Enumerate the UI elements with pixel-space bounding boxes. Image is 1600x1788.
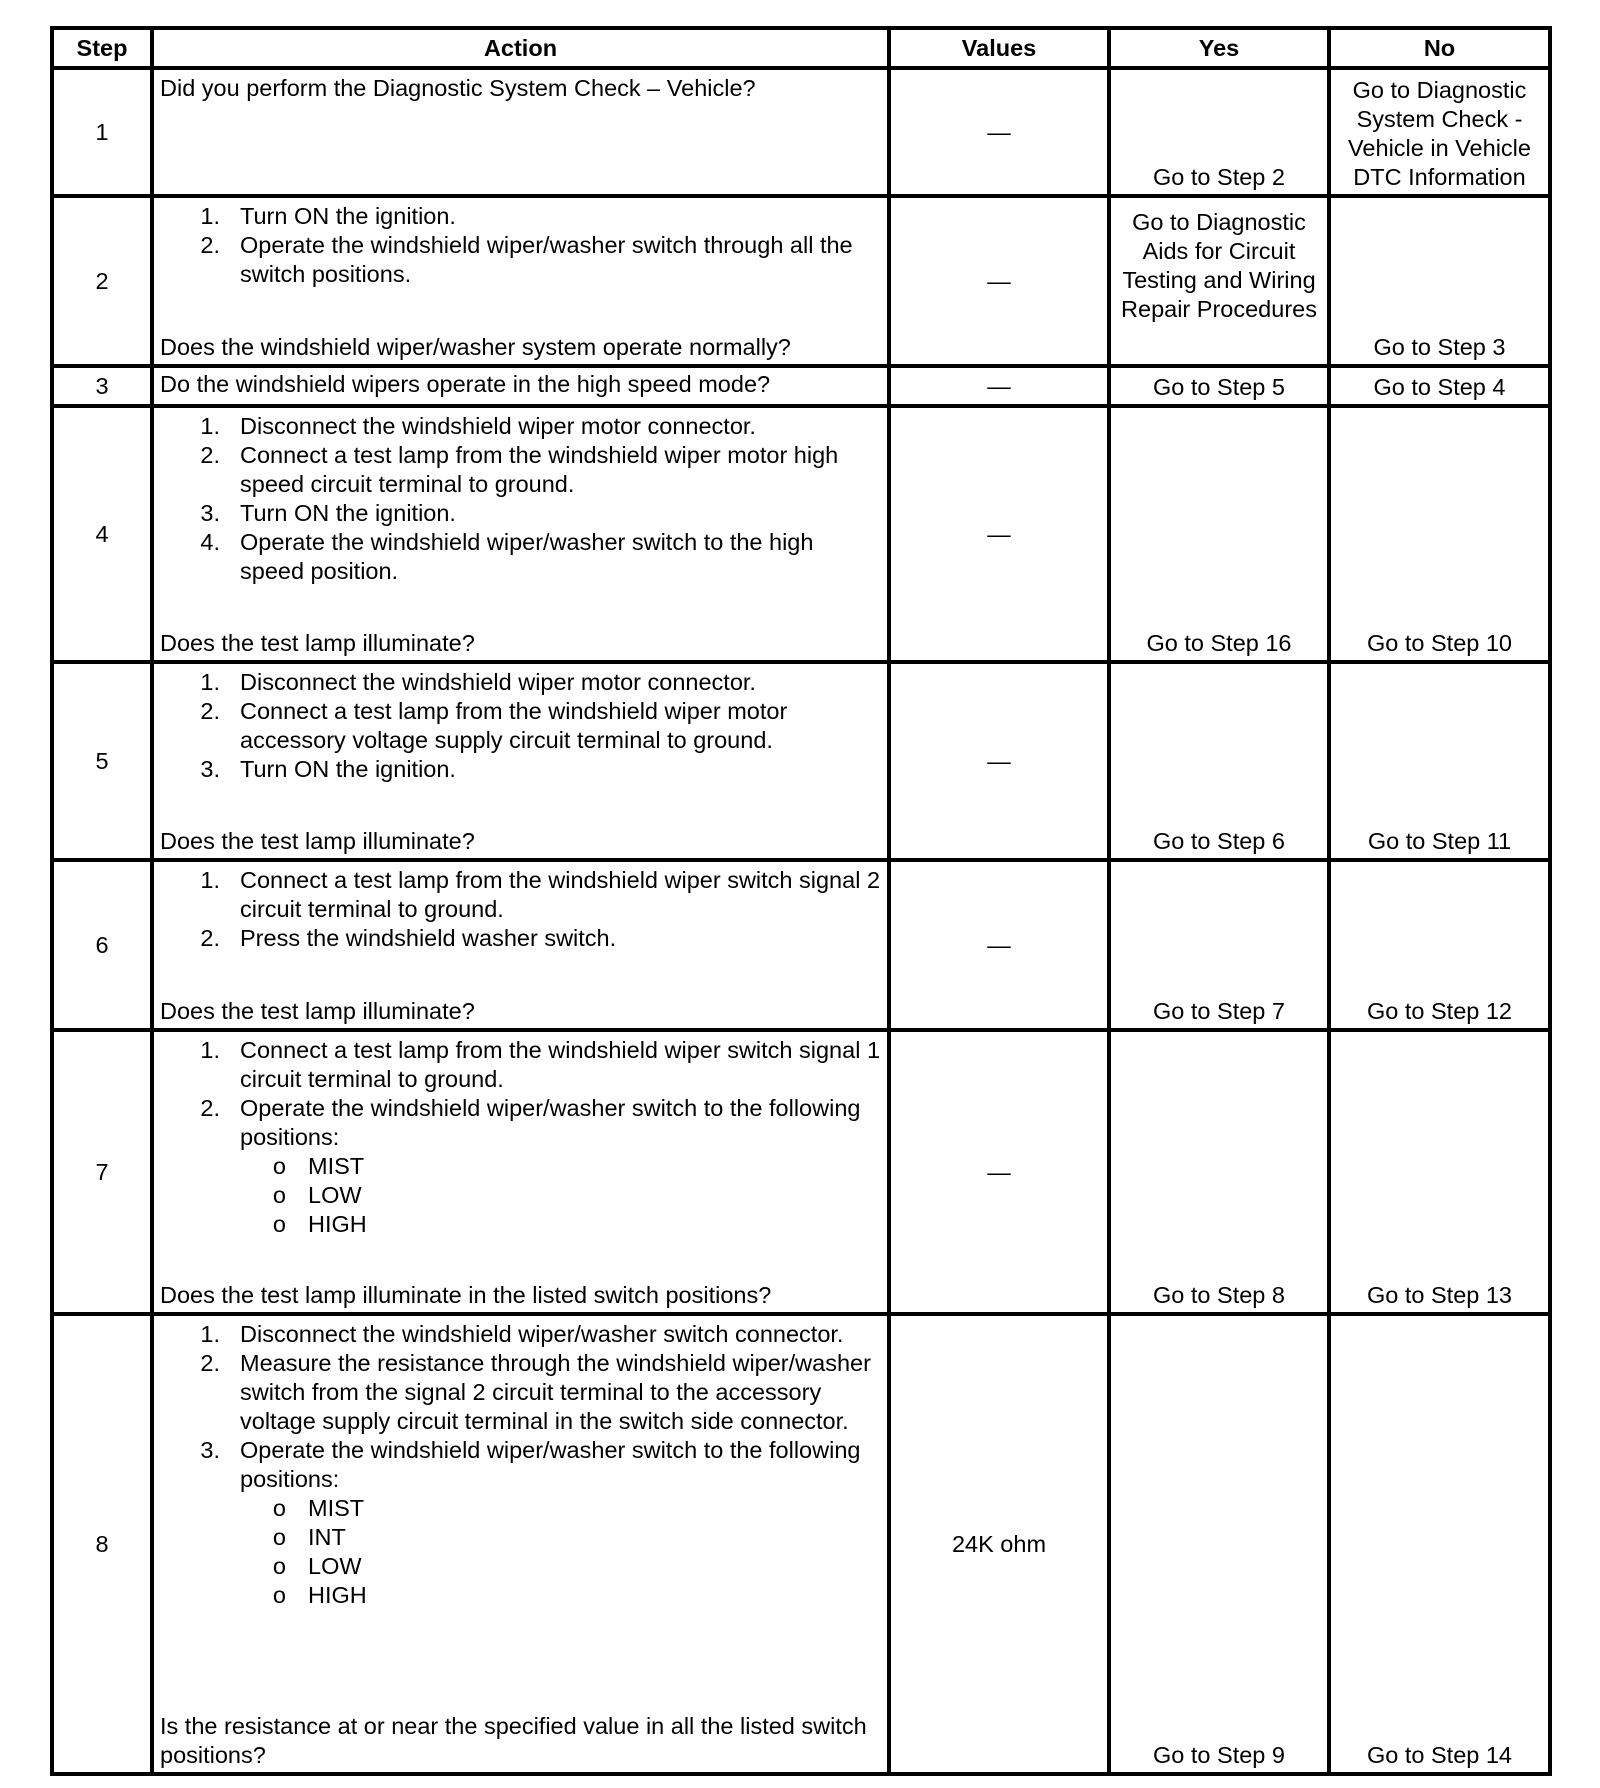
action-step-item: 1. Disconnect the windshield wiper motor connector. <box>200 669 756 695</box>
action-question: Does the test lamp illuminate? <box>160 630 475 656</box>
yes-cell: Go to Step 16 <box>1109 406 1329 662</box>
header-row <box>52 28 1550 68</box>
action-step-item: 3. Turn ON the ignition. <box>200 756 456 782</box>
yes-cell: Go to Diagnostic Aids for Circuit Testing and Wiring Repair Procedures <box>1109 196 1329 366</box>
value-cell: — <box>889 196 1109 366</box>
header-yes: Yes <box>1109 28 1329 68</box>
action-cell <box>152 366 889 406</box>
yes-cell: Go to Step 8 <box>1109 1030 1329 1314</box>
action-step-item: 2. Press the windshield washer switch. <box>200 925 617 951</box>
table-row <box>52 1314 1550 1774</box>
action-steps <box>160 866 881 953</box>
step-number: 7 <box>52 1030 152 1314</box>
table-row <box>52 662 1550 860</box>
header-step: Step <box>52 28 152 68</box>
diagnostic-table <box>50 26 1552 1776</box>
action-cell <box>152 196 889 366</box>
value-cell: — <box>889 406 1109 662</box>
value-cell: — <box>889 860 1109 1030</box>
action-step-item: 2. Connect a test lamp from the windshield wiper motor accessory voltage supply circuit terminal to ground. <box>200 698 788 753</box>
table-row <box>52 196 1550 366</box>
switch-positions-list <box>160 1494 881 1610</box>
action-step-item: 3. Operate the windshield wiper/washer switch to the following positions: <box>200 1437 861 1492</box>
header-action: Action <box>152 28 889 68</box>
no-cell: Go to Step 12 <box>1329 860 1550 1030</box>
no-cell: Go to Step 10 <box>1329 406 1550 662</box>
switch-position-item: o MIST <box>272 1495 365 1521</box>
value-cell: — <box>889 68 1109 196</box>
switch-position-item: o HIGH <box>272 1582 367 1608</box>
action-cell <box>152 1314 889 1774</box>
table-row <box>52 366 1550 406</box>
yes-cell: Go to Step 9 <box>1109 1314 1329 1774</box>
step-number: 3 <box>52 366 152 406</box>
value-cell: 24K ohm <box>889 1314 1109 1774</box>
yes-cell: Go to Step 5 <box>1109 366 1329 406</box>
action-steps <box>160 412 881 586</box>
switch-position-item: o HIGH <box>272 1211 367 1237</box>
header-no: No <box>1329 28 1550 68</box>
action-step-item: 2. Measure the resistance through the windshield wiper/washer switch from the signal 2 circuit terminal to the accessory voltage supply circuit terminal in the switch side connector. <box>200 1350 871 1434</box>
action-question: Does the test lamp illuminate? <box>160 998 475 1024</box>
yes-cell: Go to Step 6 <box>1109 662 1329 860</box>
yes-cell: Go to Step 2 <box>1109 68 1329 196</box>
value-cell: — <box>889 1030 1109 1314</box>
action-question: Did you perform the Diagnostic System Check – Vehicle? <box>160 75 756 101</box>
switch-position-item: o INT <box>272 1524 346 1550</box>
action-cell <box>152 860 889 1030</box>
yes-cell: Go to Step 7 <box>1109 860 1329 1030</box>
table-row <box>52 406 1550 662</box>
no-cell: Go to Diagnostic System Check - Vehicle in Vehicle DTC Information <box>1329 68 1550 196</box>
no-cell: Go to Step 4 <box>1329 366 1550 406</box>
value-cell: — <box>889 662 1109 860</box>
table-row <box>52 1030 1550 1314</box>
value-cell: — <box>889 366 1109 406</box>
action-question: Is the resistance at or near the specified value in all the listed switch positions? <box>160 1713 867 1768</box>
table-row <box>52 860 1550 1030</box>
step-number: 4 <box>52 406 152 662</box>
no-cell: Go to Step 11 <box>1329 662 1550 860</box>
action-step-item: 1. Connect a test lamp from the windshield wiper switch signal 1 circuit terminal to ground. <box>200 1037 881 1092</box>
action-question: Does the windshield wiper/washer system operate normally? <box>160 334 791 360</box>
action-cell <box>152 1030 889 1314</box>
action-cell <box>152 406 889 662</box>
action-steps <box>160 202 881 289</box>
action-step-item: 1. Disconnect the windshield wiper motor connector. <box>200 413 756 439</box>
action-cell <box>152 662 889 860</box>
switch-position-item: o LOW <box>272 1182 362 1208</box>
action-question: Do the windshield wipers operate in the high speed mode? <box>160 371 771 397</box>
action-question: Does the test lamp illuminate in the listed switch positions? <box>160 1282 772 1308</box>
action-steps <box>160 1320 881 1494</box>
no-cell: Go to Step 3 <box>1329 196 1550 366</box>
action-question: Does the test lamp illuminate? <box>160 828 475 854</box>
step-number: 1 <box>52 68 152 196</box>
action-step-item: 3. Turn ON the ignition. <box>200 500 456 526</box>
action-cell <box>152 68 889 196</box>
switch-position-item: o MIST <box>272 1153 365 1179</box>
step-number: 6 <box>52 860 152 1030</box>
table-row <box>52 68 1550 196</box>
action-step-item: 1. Turn ON the ignition. <box>200 203 456 229</box>
step-number: 5 <box>52 662 152 860</box>
action-step-item: 2. Operate the windshield wiper/washer switch through all the switch positions. <box>200 232 853 287</box>
step-number: 8 <box>52 1314 152 1774</box>
step-number: 2 <box>52 196 152 366</box>
action-step-item: 4. Operate the windshield wiper/washer switch to the high speed position. <box>200 529 814 584</box>
action-steps <box>160 668 881 784</box>
action-step-item: 2. Operate the windshield wiper/washer switch to the following positions: <box>200 1095 861 1150</box>
switch-positions-list <box>160 1152 881 1239</box>
action-step-item: 1. Disconnect the windshield wiper/washer switch connector. <box>200 1321 844 1347</box>
action-step-item: 1. Connect a test lamp from the windshield wiper switch signal 2 circuit terminal to ground. <box>200 867 881 922</box>
action-steps <box>160 1036 881 1152</box>
header-values: Values <box>889 28 1109 68</box>
no-cell: Go to Step 14 <box>1329 1314 1550 1774</box>
no-cell: Go to Step 13 <box>1329 1030 1550 1314</box>
action-step-item: 2. Connect a test lamp from the windshield wiper motor high speed circuit terminal to ground. <box>200 442 839 497</box>
switch-position-item: o LOW <box>272 1553 362 1579</box>
